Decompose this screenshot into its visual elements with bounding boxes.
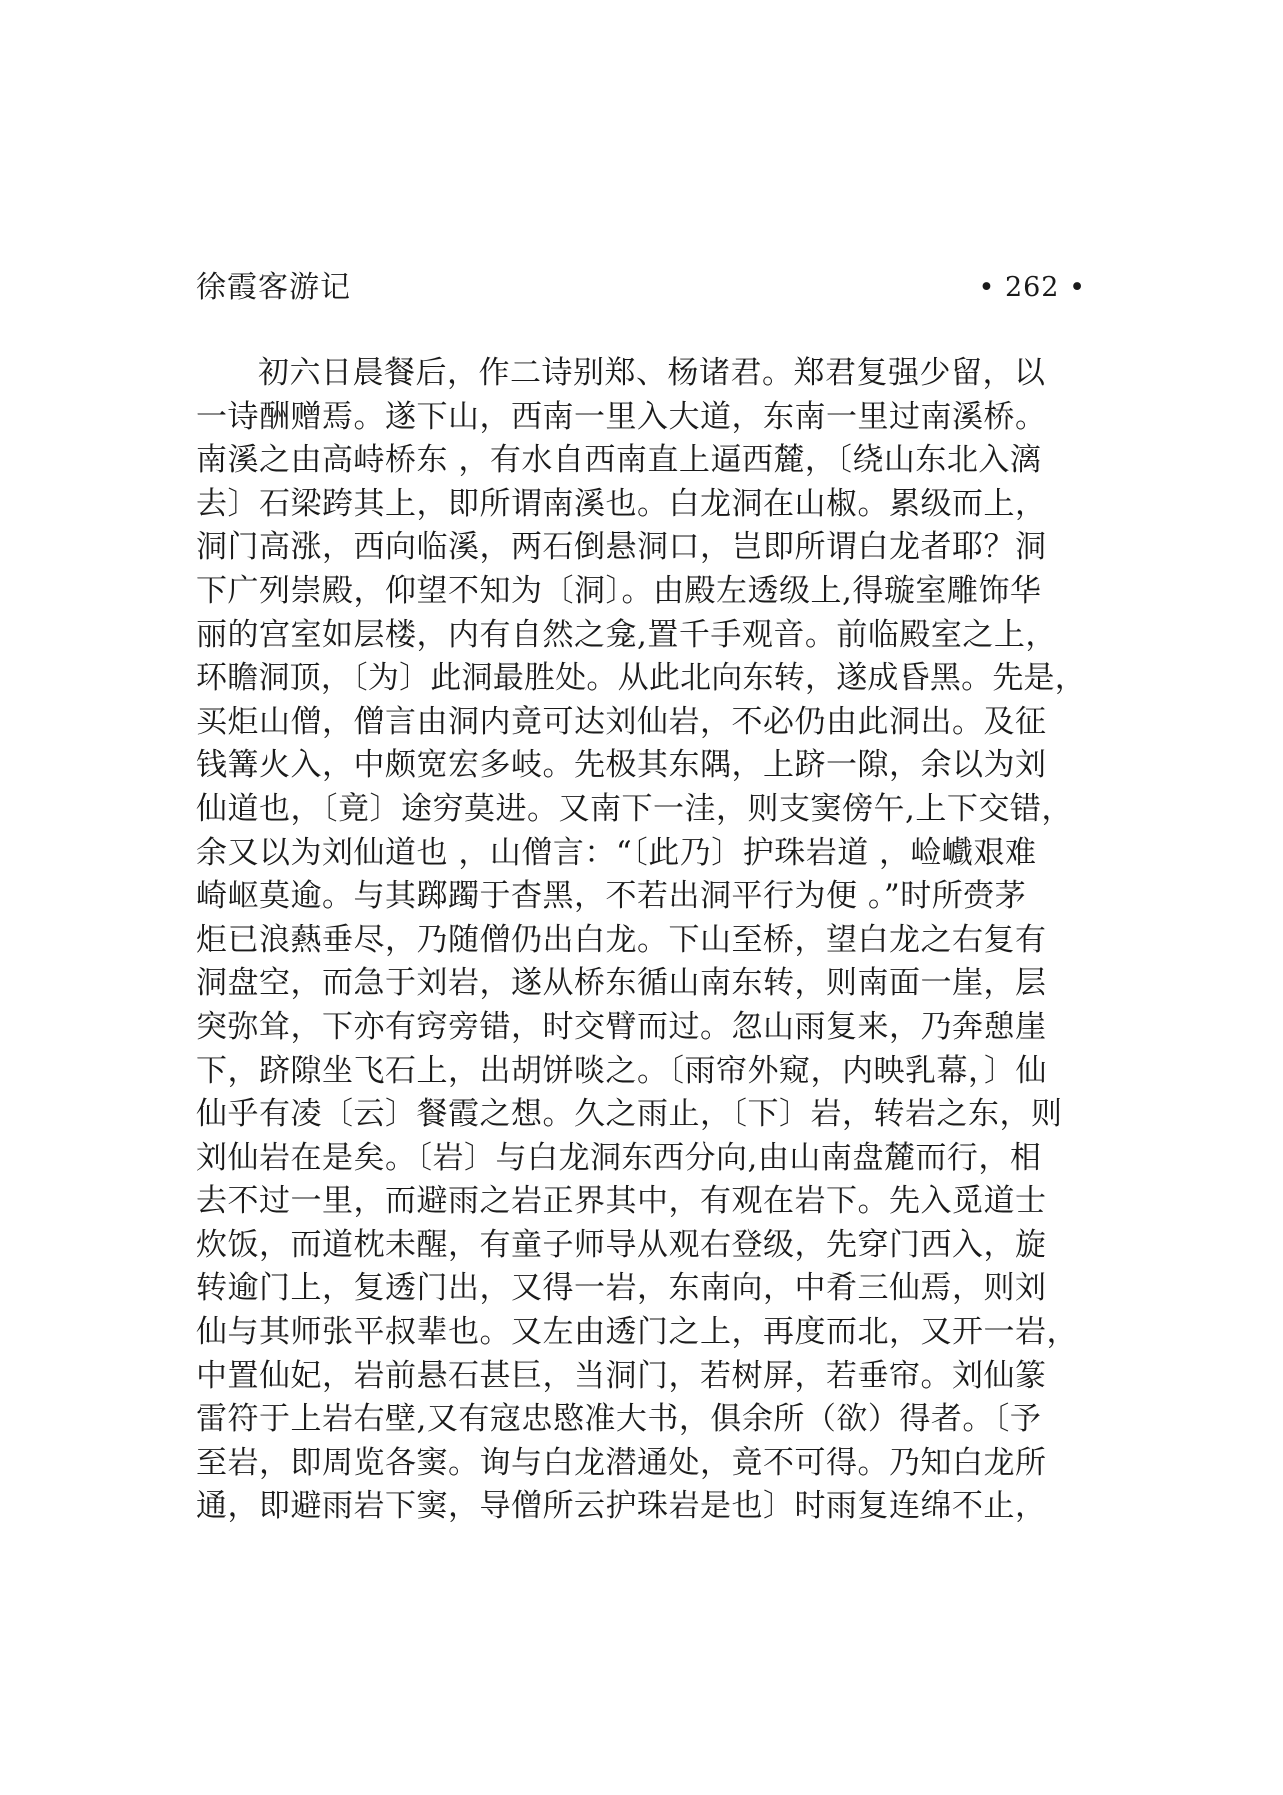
body-text: [196, 352, 1086, 1529]
text-line: 余又以为刘仙道也 ，山僧言：“〔此乃〕护珠岩道 ，崄巇艰难: [196, 834, 1037, 871]
text-line: 初六日晨餐后，作二诗别郑、杨诸君。郑君复强少留，以: [258, 355, 1046, 391]
book-title: 徐霞客游记: [196, 270, 351, 305]
text-line: 下，跻隙坐飞石上，出胡饼啖之。〔雨帘外窥，内映乳幕，〕仙: [196, 1052, 1047, 1089]
text-line: 炊饭，而道枕未醒，有童子师导从观右登级，先穿门西入，旋: [196, 1226, 1047, 1263]
text-line: 仙与其师张平叔辈也。又左由透门之上，再度而北，又开一岩，: [196, 1314, 1078, 1351]
page-header: [196, 266, 1086, 310]
text-line: 仙乎有凌〔云〕餐霞之想。久之雨止，〔下〕岩，转岩之东，则: [196, 1096, 1063, 1133]
text-line: 刘仙岩在是矣。〔岩〕与白龙洞东西分向,由山南盘麓而行，相: [196, 1139, 1042, 1176]
text-line: 仙道也，〔竟〕途穷莫进。又南下一洼，则支窦傍午,上下交错，: [196, 790, 1073, 827]
text-line: 洞门高涨，西向临溪，两石倒悬洞口，岂即所谓白龙者耶？洞: [196, 529, 1047, 566]
text-line: 转逾门上，复透门出，又得一岩，东南向，中肴三仙焉，则刘: [196, 1270, 1047, 1307]
text-line: 去不过一里，而避雨之岩正界其中，有观在岩下。先入觅道士: [196, 1183, 1047, 1220]
text-line: 炬已浪爇垂尽，乃随僧仍出白龙。下山至桥，望白龙之右复有: [196, 921, 1047, 958]
text-line: 雷符于上岩右壁,又有寇忠愍准大书，俱余所（欲）得者。〔予: [196, 1401, 1042, 1438]
text-line: 至岩，即周览各窦。询与白龙潜通处，竟不可得。乃知白龙所: [196, 1444, 1047, 1481]
text-line: 买炬山僧，僧言由洞内竟可达刘仙岩，不必仍由此洞出。及征: [196, 703, 1047, 740]
text-line: 一诗酬赠焉。遂下山，西南一里入大道，东南一里过南溪桥。: [196, 398, 1047, 435]
text-line: 洞盘空，而急于刘岩，遂从桥东循山南东转，则南面一崖，层: [196, 965, 1047, 1002]
text-line: 通，即避雨岩下窦，导僧所云护珠岩是也〕时雨复连绵不止，: [196, 1488, 1047, 1525]
text-line: 突弥耸，下亦有窍旁错，时交臂而过。忽山雨复来，乃奔憩崖: [196, 1008, 1047, 1045]
text-line: 去〕石梁跨其上，即所谓南溪也。白龙洞在山椒。累级而上，: [196, 485, 1047, 522]
text-line: 环瞻洞顶，〔为〕此洞最胜处。从此北向东转，遂成昏黑。先是，: [196, 660, 1086, 697]
text-line: 钱篝火入，中颇宽宏多岐。先极其东隅，上跻一隙，余以为刘: [196, 747, 1047, 784]
text-line: 南溪之由高峙桥东 ，有水自西南直上逼西麓，〔绕山东北入漓: [196, 442, 1042, 479]
text-line: 下广列崇殿，仰望不知为〔洞〕。由殿左透级上,得璇室雕饰华: [196, 572, 1042, 609]
page-number: • 262 •: [978, 272, 1086, 303]
text-line: 中置仙妃，岩前悬石甚巨，当洞门，若树屏，若垂帘。刘仙篆: [196, 1357, 1047, 1394]
text-line: 崎岖莫逾。与其踯躅于杳黑，不若出洞平行为便 。”时所赍茅: [196, 878, 1027, 915]
text-line: 丽的宫室如层楼，内有自然之龛,置千手观音。前临殿室之上，: [196, 616, 1057, 653]
